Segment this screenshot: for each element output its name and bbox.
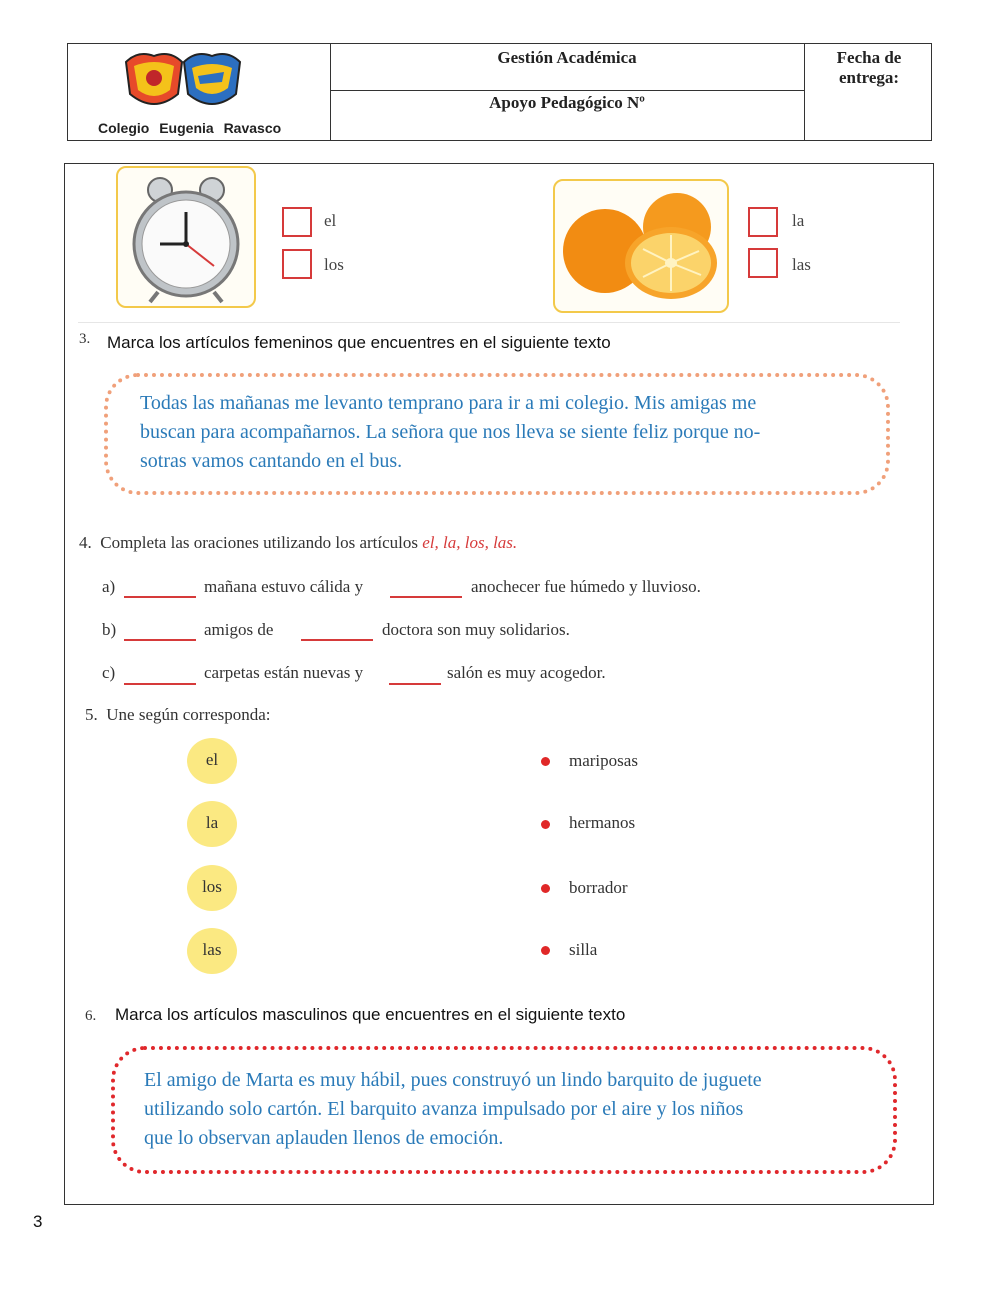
option-el: el [324,211,337,230]
q4a-end: anochecer fue húmedo y lluvioso. [471,577,701,596]
article-la[interactable]: la [187,801,237,847]
q3-instruction: Marca los artículos femeninos que encuentres en el siguiente texto [107,333,611,352]
q5-instruction: 5. Une según corresponda: [85,705,271,724]
clock-image [116,166,256,308]
school-name: Colegio Eugenia Ravasco [98,120,282,136]
checkbox-las[interactable] [748,248,778,278]
q4-instruction: 4. Completa las oraciones utilizando los artículos el, la, los, las. [79,533,518,552]
article-las[interactable]: las [187,928,237,974]
oranges-icon [555,181,727,311]
q4b-end: doctora son muy solidarios. [382,620,570,639]
q4c-blank-2[interactable] [389,683,441,685]
option-las: las [792,255,811,274]
match-dot-hermanos[interactable] [541,820,550,829]
q4a-label: a) [102,577,116,596]
alarm-clock-icon [118,168,254,306]
q6-instruction: Marca los artículos masculinos que encuentres en el siguiente texto [115,1005,626,1024]
checkbox-la[interactable] [748,207,778,237]
match-dot-borrador[interactable] [541,884,550,893]
q4b-blank-1[interactable] [124,639,196,641]
q6-paragraph: El amigo de Marta es muy hábil, pues construyó un lindo barquito de juguete utilizando solo cartón. El barquito avanza impulsado por el aire y los niños que lo observan aplauden llenos de emoción. [144,1069,762,1149]
header-table [67,43,932,141]
checkbox-el[interactable] [282,207,312,237]
checkbox-los[interactable] [282,249,312,279]
area-title: Gestión Académica [497,48,637,67]
q4a-blank-1[interactable] [124,596,196,598]
q4b-blank-2[interactable] [301,639,373,641]
article-los[interactable]: los [187,865,237,911]
word-borrador: borrador [569,878,628,897]
word-hermanos: hermanos [569,813,636,832]
q4b-mid: amigos de [204,620,274,639]
page-number: 3 [33,1212,43,1231]
q3-number: 3. [79,331,91,347]
q4c-end: salón es muy acogedor. [447,663,606,682]
match-dot-mariposas[interactable] [541,757,550,766]
option-la: la [792,211,805,230]
due-date-label: Fecha de entrega: [836,48,902,87]
oranges-image [553,179,729,313]
article-el[interactable]: el [187,738,237,784]
school-crest-icon [120,48,246,114]
support-title: Apoyo Pedagógico Nº [489,93,645,112]
q4c-label: c) [102,663,116,682]
option-los: los [324,255,344,274]
match-dot-silla[interactable] [541,946,550,955]
word-silla: silla [569,940,598,959]
q4-articles: el, la, los, las. [422,533,518,552]
q4c-blank-1[interactable] [124,683,196,685]
q4c-mid: carpetas están nuevas y [204,663,364,682]
word-mariposas: mariposas [569,751,638,770]
q4a-mid: mañana estuvo cálida y [204,577,364,596]
q4b-label: b) [102,620,117,639]
q3-paragraph: Todas las mañanas me levanto temprano para ir a mi colegio. Mis amigas me buscan para acompañarnos. La señora que nos lleva se siente feliz porque no- sotras vamos cantando en el bus. [140,392,761,472]
divider [78,322,900,323]
q6-number: 6. [85,1008,97,1024]
q4a-blank-2[interactable] [390,596,462,598]
